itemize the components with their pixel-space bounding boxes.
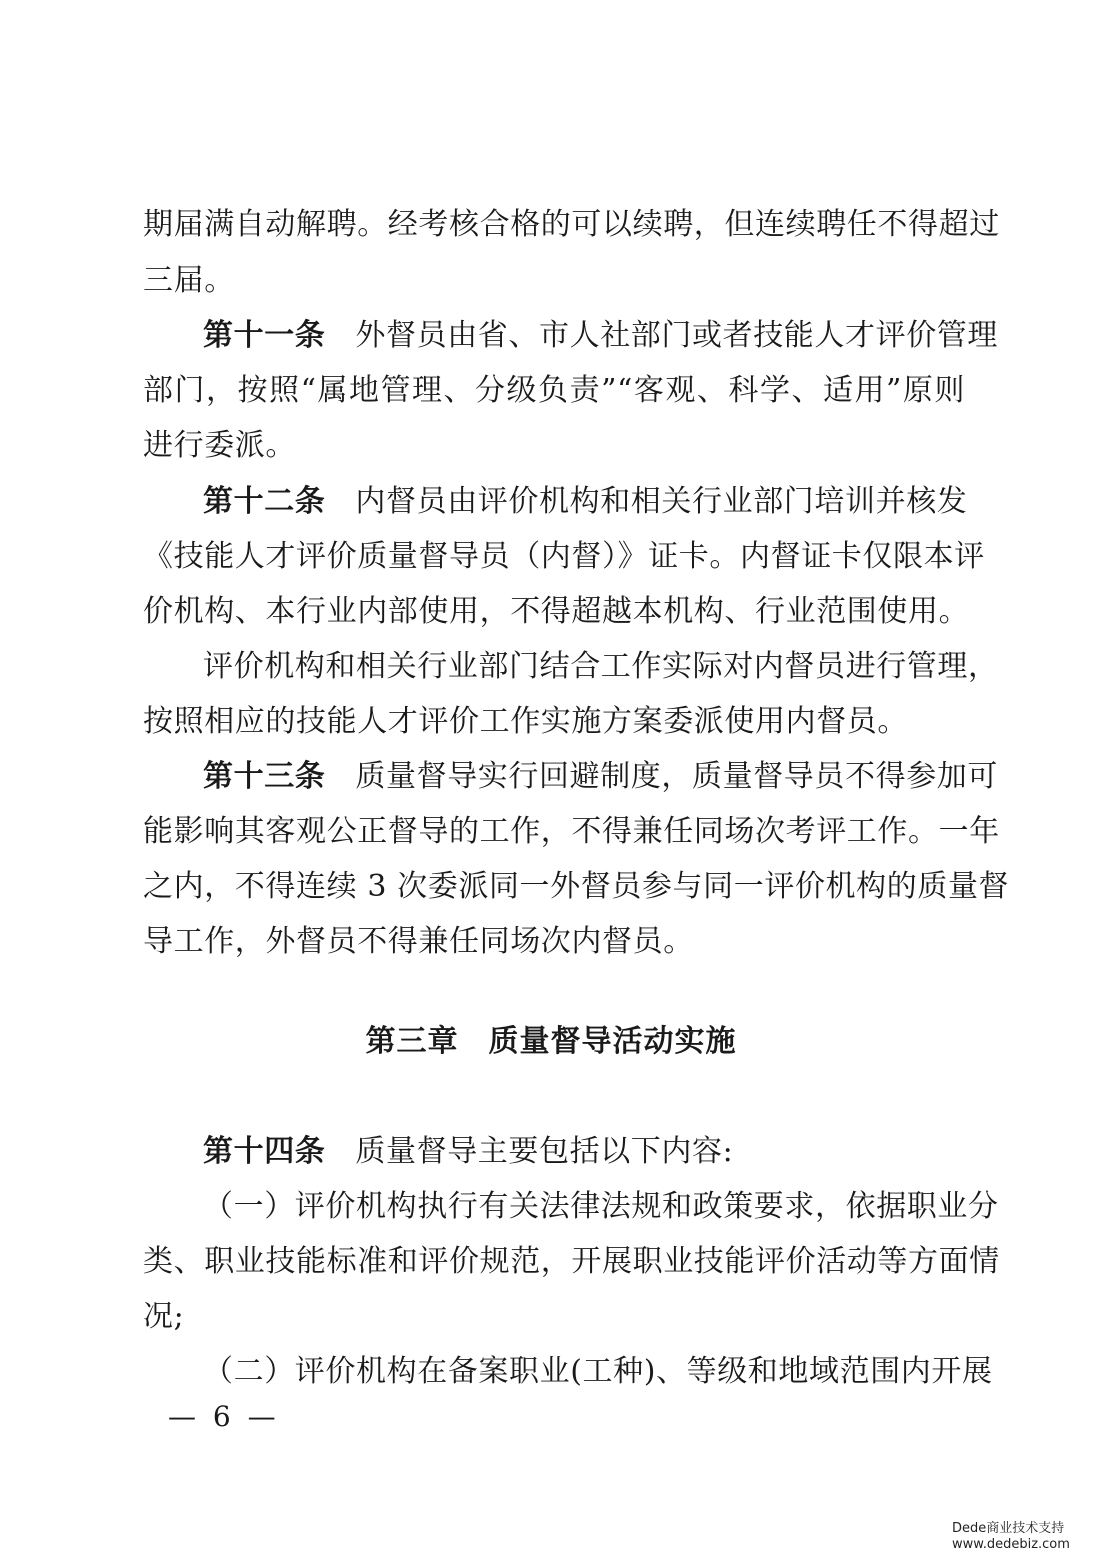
page-number: — 6 — <box>168 1400 280 1433</box>
article-14-text: 质量督导主要包括以下内容: <box>355 1134 734 1169</box>
watermark-line: Dede商业技术支持 <box>952 1521 1065 1536</box>
text-line: 况; <box>143 1299 185 1334</box>
chapter-title: 质量督导活动实施 <box>488 1024 737 1059</box>
text-line: 部门，按照“属地管理、分级负责”“客观、科学、适用”原则 <box>143 373 965 408</box>
text-line: 期届满自动解聘。经考核合格的可以续聘，但连续聘任不得超过 <box>143 207 1000 242</box>
article-12-line <box>203 482 968 522</box>
text-line: 评价机构和相关行业部门结合工作实际对内督员进行管理， <box>203 649 999 684</box>
text-line: 能影响其客观公正督导的工作，不得兼任同场次考评工作。一年 <box>143 814 1000 849</box>
text-line: （二）评价机构在备案职业(工种)、等级和地域范围内开展 <box>203 1354 993 1389</box>
text-line: 按照相应的技能人才评价工作实施方案委派使用内督员。 <box>143 704 908 739</box>
chapter-heading <box>0 1022 1102 1062</box>
watermark <box>952 1521 1092 1553</box>
article-13-label: 第十三条 <box>203 759 326 794</box>
text-line: 三届。 <box>143 263 235 298</box>
article-11-label: 第十一条 <box>203 318 326 353</box>
text-line: 之内，不得连续 3 次委派同一外督员参与同一评价机构的质量督 <box>143 869 1010 904</box>
text-line: 价机构、本行业内部使用，不得超越本机构、行业范围使用。 <box>143 594 970 629</box>
article-11-line <box>203 316 999 356</box>
text-line: 类、职业技能标准和评价规范，开展职业技能评价活动等方面情 <box>143 1244 1000 1279</box>
article-13-line <box>203 757 999 797</box>
watermark-line: www.dedebiz.com <box>952 1537 1070 1552</box>
article-12-text: 内督员由评价机构和相关行业部门培训并核发 <box>355 484 968 519</box>
article-13-text: 质量督导实行回避制度，质量督导员不得参加可 <box>355 759 999 794</box>
article-14-label: 第十四条 <box>203 1134 326 1169</box>
text-line: （一）评价机构执行有关法律法规和政策要求，依据职业分 <box>203 1189 999 1224</box>
article-12-label: 第十二条 <box>203 484 326 519</box>
article-11-text: 外督员由省、市人社部门或者技能人才评价管理 <box>355 318 999 353</box>
text-line: 进行委派。 <box>143 428 296 463</box>
chapter-number: 第三章 <box>365 1024 459 1059</box>
article-14-line <box>203 1132 965 1172</box>
text-line: 导工作，外督员不得兼任同场次内督员。 <box>143 924 694 959</box>
text-line: 《技能人才评价质量督导员（内督）》证卡。内督证卡仅限本评 <box>143 539 985 574</box>
